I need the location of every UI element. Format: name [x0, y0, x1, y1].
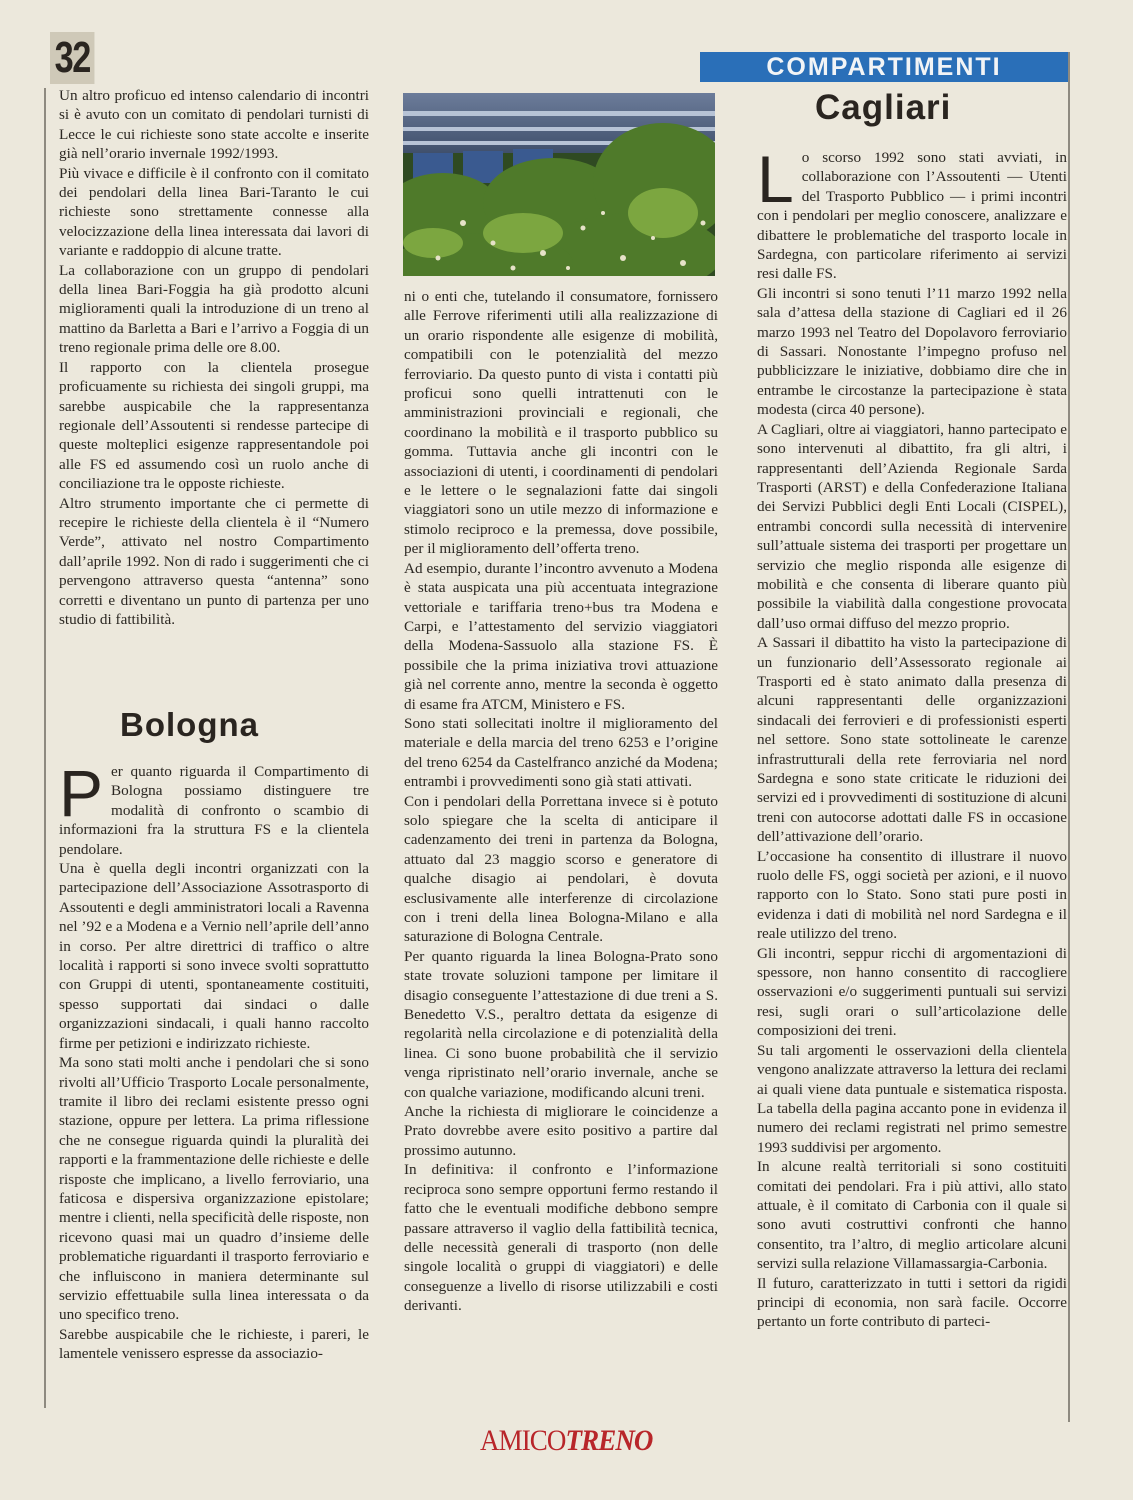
bologna-intro — [59, 756, 369, 859]
dropcap: P — [59, 756, 104, 830]
footer-brand-italic: TRENO — [565, 1424, 653, 1457]
paragraph: Ma sono stati molti anche i pendolari che si sono rivolti all’Ufficio Trasporto Locale personalmente, tramite il libro dei reclami esistente presso ogni stazione, oppure per lettera. La prima riflessione che ne consegue riguarda quindi la pluralità dei rapporti e la frammentazione delle richieste e delle risposte che implicano, a livello ferroviario, una faticosa e dispersiva organizzazione epistolare; mentre i clienti, nella specificità delle risposte, non ricevono quasi mai un quadro d’insieme delle problematiche riguardanti il trasporto ferroviario e che influiscono in maniera determinante sul servizio effettuabile sulla linea interessata o da uno specifico treno. — [59, 1054, 369, 1324]
paragraph: ni o enti che, tutelando il consumatore, fornissero alle Ferrove riferimenti utili alla realizzazione di un orario rispondente alle esigenze di mobilità, compatibili con le potenzialità del mezzo ferroviario. Da questo punto di vista i contatti più proficui sono quelli intrattenuti con le amministrazioni provinciali e regionali, che coordinano la mobilità e il trasporto pubblico su gomma. Tuttavia anche gli incontri con le associazioni di utenti, i coordinamenti di pendolari e le lettere o le segnalazioni fatte dai singoli viaggiatori sono un utile mezzo di informazione e stimolo reciproco e la premessa, dove possibile, per il miglioramento dell’offerta treno. — [404, 288, 718, 558]
heading-bologna: Bologna — [120, 706, 259, 743]
column-middle — [404, 287, 718, 1316]
paragraph: Altro strumento importante che ci permette di recepire le richieste della clientela è il “Numero Verde”, attivato nel nostro Compartimento dall’aprile 1992. Non di rado i suggerimenti che ci pervengono attraverso questa “antenna” sono corretti e diventano un punto di partenza per uno studio di fattibilità. — [59, 494, 369, 628]
paragraph: Gli incontri si sono tenuti l’11 marzo 1992 nella sala d’attesa della stazione di Cagliari ed il 26 marzo 1993 nel Teatro del Dopolavoro ferroviario di Sassari. Nonostante l’impegno profuso nel pubblicizzare le iniziative, dobbiamo dire che in entrambe le circostanze la partecipazione è stata modesta (circa 40 persone). — [757, 284, 1067, 419]
paragraph: Gli incontri, seppur ricchi di argomentazioni di spessore, non hanno consentito di raccogliere osservazioni e/o suggerimenti puntuali sui servizi resi, sugli orari o sull’articolazione delle composizioni dei treni. — [757, 944, 1067, 1040]
paragraph: La collaborazione con un gruppo di pendolari della linea Bari-Foggia ha già prodotto alcuni miglioramenti quali la introduzione di un treno al mattino da Barletta a Bari e l’arrivo a Foggia di un treno regionale prima delle ore 8.00. — [59, 261, 369, 357]
paragraph: Con i pendolari della Porrettana invece si è potuto solo spiegare che la scelta di anticipare il cadenzamento dei treni in partenza da Bologna, attuato dal 23 maggio scorso e generatore di qualche disagio ai pendolari, è dovuta esclusivamente alle interferenze di circolazione con i treni della linea Bologna-Milano e alla saturazione di Bologna Centrale. — [404, 792, 718, 946]
intro-text: er quanto riguarda il Compartimento di Bologna possiamo distinguere tre modalità di confronto o scambio di informazioni fra la struttura FS e la clientela pendolare. — [59, 763, 369, 858]
paragraph: L’occasione ha consentito di illustrare il nuovo ruolo delle FS, oggi società per azioni, e il nuovo rapporto con lo Stato. Sono stati pure posti in evidenza i dati di mobilità nel nord Sardegna e il reale utilizzo del treno. — [757, 847, 1067, 943]
footer-brand-plain: AMICO — [480, 1424, 566, 1457]
dropcap: L — [757, 142, 794, 216]
paragraph: Un altro proficuo ed intenso calendario di incontri si è avuto con un comitato di pendolari turnisti di Lecce le cui richieste sono state accolte e inserite già nell’orario invernale 1992/1993. — [59, 87, 369, 163]
intro-text: o scorso 1992 sono stati avviati, in collaborazione con l’Assoutenti — Utenti del Trasporto Pubblico — i primi incontri con i pendolari per meglio conoscere, analizzare e dibattere le problematiche del trasporto locale in Sardegna, con particolare riferimento ai servizi resi dalle FS. — [757, 149, 1067, 283]
column-divider-left — [44, 88, 46, 1408]
paragraph: Per quanto riguarda la linea Bologna-Prato sono state trovate soluzioni tampone per limitare il disagio conseguente l’attestazione di due treni a S. Benedetto V.S., peraltro dettata da esigenze di regolarità nella circolazione e di potenzialità della linea. Ci sono buone probabilità che il servizio venga ripristinato nell’orario invernale, anche se con qualche variazione, modificando alcuni treni. — [404, 947, 718, 1101]
footer-brand — [480, 1424, 653, 1458]
page-number: 32 — [50, 32, 94, 84]
paragraph: In definitiva: il confronto e l’informazione reciproca sono sempre opportuni fermo restando il fatto che le eventuali modifiche debbono sempre passare attraverso il vaglio della fattibilità tecnica, delle necessità generali di trasporto (non delle singole località o gruppi di viaggiatori) e delle conseguenze a livello di risorse utilizzabili e costi derivanti. — [404, 1161, 718, 1315]
paragraph: Sarebbe auspicabile che le richieste, i pareri, le lamentele venissero espresse da associazio- — [59, 1325, 369, 1363]
paragraph: Ad esempio, durante l’incontro avvenuto a Modena è stata auspicata una più accentuata integrazione vettoriale e tariffaria treno+bus tra Modena e Carpi, e l’attestamento del servizio viaggiatori della Modena-Sassuolo alla stazione FS. È possibile che la prima iniziativa trovi attuazione già nel corrente anno, mentre la seconda è oggetto di esame fra ATCM, Ministero e FS. — [404, 559, 718, 713]
column-divider-right — [1068, 52, 1070, 1422]
paragraph: Sono stati sollecitati inoltre il miglioramento del materiale e della marcia del treno 6253 e l’origine del treno 6254 da Castelfranco anziché da Modena; entrambi i provvedimenti sono già stati attivati. — [404, 714, 718, 791]
paragraph: A Sassari il dibattito ha visto la partecipazione di un funzionario dell’Assessorato regionale ai Trasporti ed è stato animato dalla presenza di alcuni rappresentanti delle organizzazioni sindacali dei ferrovieri e di professionisti esperti nel settore. Sono state sottolineate le carenze infrastrutturali della rete ferroviaria nel nord Sardegna e sono state criticate le riduzioni dei servizi ed i provvedimenti di sostituzione di alcuni treni con autocorse adottati dalle FS in occasione dell’attivazione dell’orario. — [757, 634, 1067, 846]
paragraph: Più vivace e difficile è il confronto con il comitato dei pendolari della linea Bari-Taranto le cui richieste sono strettamente connesse alla velocizzazione della linea interessata dai lavori di variante e raddoppio di alcune tratte. — [59, 164, 369, 260]
paragraph: Anche la richiesta di migliorare le coincidenze a Prato dovrebbe avere esito positivo a partire dal prossimo autunno. — [404, 1103, 718, 1159]
paragraph: Il rapporto con la clientela prosegue proficuamente su richiesta dei singoli gruppi, ma sarebbe auspicabile che la rappresentanza regionale dell’Assoutenti si rendesse partecipe di queste molteplici esigenze rappresentandole poi alle FS ed assumendo così un ruolo anche di conciliazione tra le opposte richieste. — [59, 358, 369, 493]
cagliari-intro — [757, 142, 1067, 284]
photo-illustration — [403, 93, 715, 276]
heading-cagliari: Cagliari — [815, 88, 952, 127]
paragraph: Il futuro, caratterizzato in tutti i settori da rigidi principi di economia, non sarà facile. Occorre pertanto un forte contributo di parteci- — [757, 1274, 1067, 1331]
paragraph: In alcune realtà territoriali si sono costituiti comitati dei pendolari. Fra i più attivi, allo stato attuale, è il comitato di Carbonia con il quale si sono avuti costruttivi confronti che hanno consentito, tra l’altro, di meglio articolare alcuni servizi sulla relazione Villamassargia-Carbonia. — [757, 1158, 1067, 1273]
column-left — [59, 86, 369, 629]
photo-garden-building — [403, 93, 715, 276]
paragraph: Una è quella degli incontri organizzati con la partecipazione dell’Associazione Assotrasporto di Assoutenti e degli amministratori locali a Ravenna nel ’92 e a Modena e a Vernio nell’aprile dell’anno in corso. Per altre direttrici di traffico o altre località i rapporti si sono invece svolti soprattutto con Gruppi di utenti, spontaneamente costituiti, spesso supportati dai sindaci o dalle organizzazioni sindacali, i quali hanno raccolto firme per petizioni e indirizzato richieste. — [59, 860, 369, 1052]
section-banner: COMPARTIMENTI — [700, 52, 1068, 82]
column-right — [757, 142, 1067, 1332]
paragraph: Su tali argomenti le osservazioni della clientela vengono analizzate attraverso la lettura dei reclami ai quali viene data puntuale e sistematica risposta. La tabella della pagina accanto pone in evidenza il numero dei reclami registrati nel primo semestre 1993 suddivisi per argomento. — [757, 1041, 1067, 1156]
paragraph: A Cagliari, oltre ai viaggiatori, hanno partecipato e sono intervenuti al dibattito, fra gli altri, i rappresentanti dell’Azienda Regionale Sarda Trasporti (ARST) e della Confederazione Italiana dei Servizi Pubblici degli Enti Locali (CISPEL), entrambi concordi sulla necessità di intervenire sull’attuale sistema dei trasporti per progettare un servizio che meglio risponda alle esigenze di mobilità e che consenta di liberare quanto più possibile la viabilità dalla congestione provocata dall’uso ormai diffuso del mezzo proprio. — [757, 420, 1067, 632]
column-left-bologna — [59, 756, 369, 1364]
